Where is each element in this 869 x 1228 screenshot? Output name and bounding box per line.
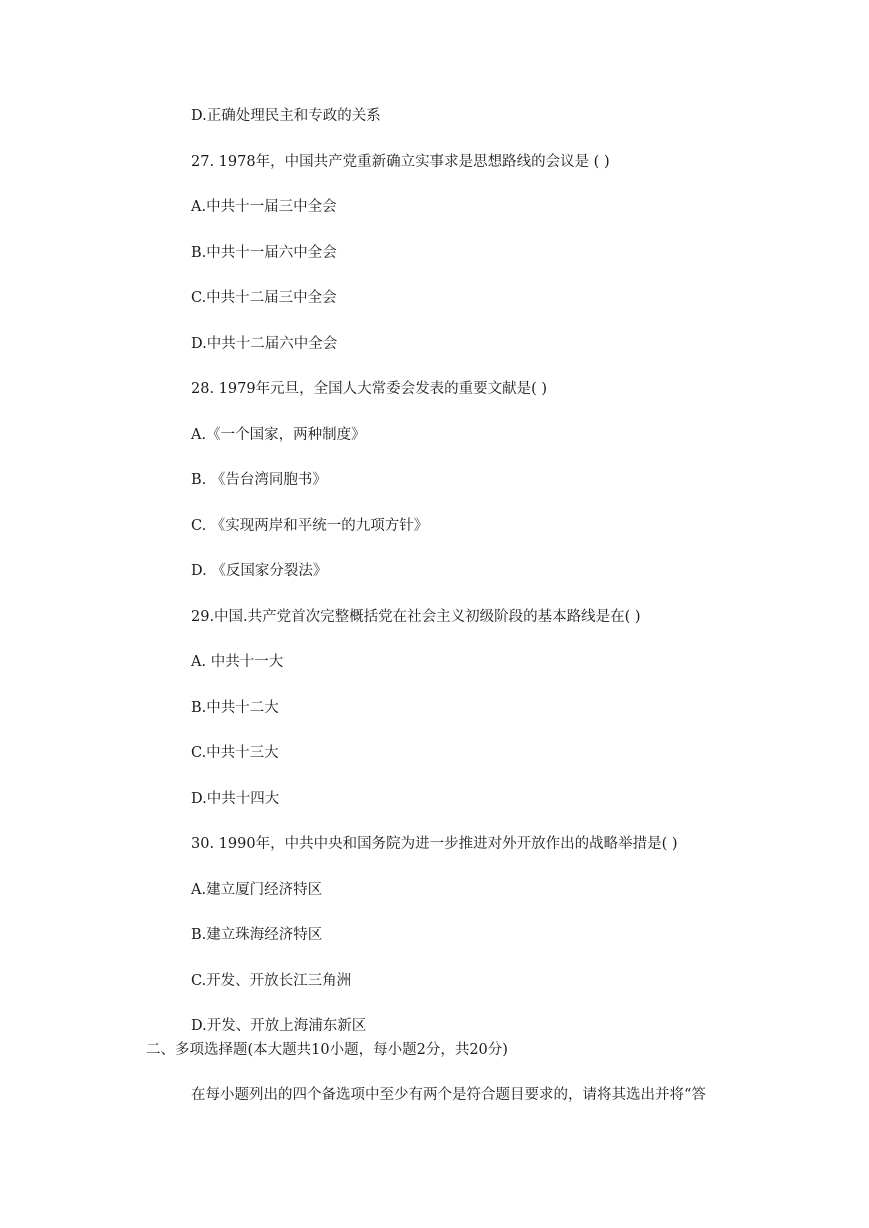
option-30-d: D.开发、开放上海浦东新区 <box>191 1018 367 1034</box>
option-28-b: B. 《告台湾同胞书》 <box>191 472 327 488</box>
option-27-b: B.中共十一届六中全会 <box>191 245 337 261</box>
question-29: 29.中国.共产党首次完整概括党在社会主义初级阶段的基本路线是在( ) <box>191 609 641 625</box>
option-28-a: A.《一个国家，两种制度》 <box>191 427 366 443</box>
option-29-c: C.中共十三大 <box>191 745 279 761</box>
question-30: 30. 1990年，中共中央和国务院为进一步推进对外开放作出的战略举措是( ) <box>191 836 678 852</box>
section-instructions: 在每小题列出的四个备选项中至少有两个是符合题目要求的，请将其选出并将“答 <box>191 1087 706 1103</box>
option-29-b: B.中共十二大 <box>191 700 279 716</box>
option-30-a: A.建立厦门经济特区 <box>191 882 323 898</box>
option-27-d: D.中共十二届六中全会 <box>191 336 338 352</box>
option-29-a: A. 中共十一大 <box>191 654 284 670</box>
option-28-d: D. 《反国家分裂法》 <box>191 563 328 579</box>
question-28: 28. 1979年元旦，全国人大常委会发表的重要文献是( ) <box>191 381 547 397</box>
question-27: 27. 1978年，中国共产党重新确立实事求是思想路线的会议是 ( ) <box>191 154 610 170</box>
section-heading: 二、多项选择题(本大题共10小题，每小题2分，共20分) <box>146 1042 508 1058</box>
option-27-c: C.中共十二届三中全会 <box>191 290 337 306</box>
option-30-c: C.开发、开放长江三角洲 <box>191 973 352 989</box>
option-28-c: C. 《实现两岸和平统一的九项方针》 <box>191 518 429 534</box>
option-26-d: D.正确处理民主和专政的关系 <box>191 108 381 124</box>
option-29-d: D.中共十四大 <box>191 791 280 807</box>
option-30-b: B.建立珠海经济特区 <box>191 927 323 943</box>
option-27-a: A.中共十一届三中全会 <box>191 199 337 215</box>
